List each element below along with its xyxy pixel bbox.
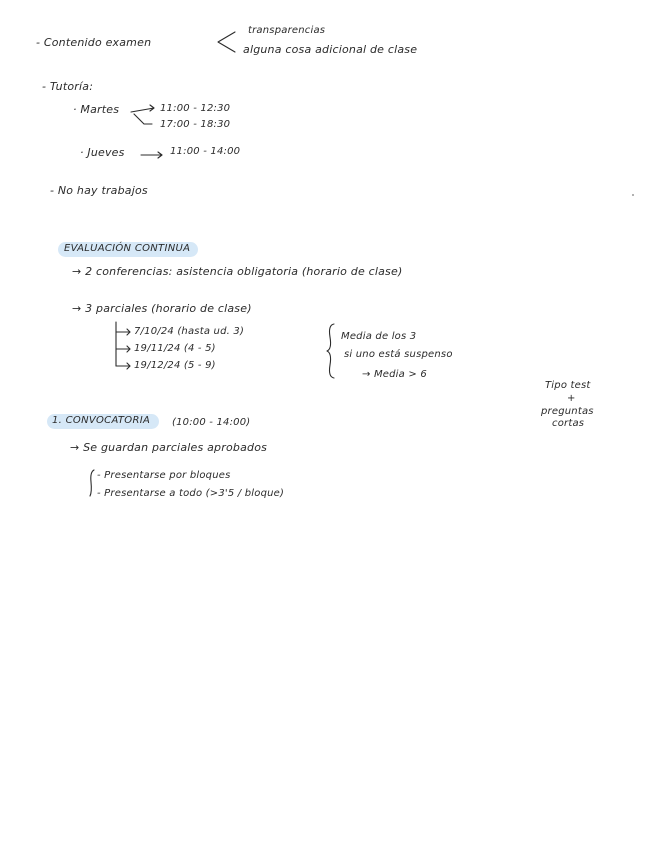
martes-split-arrow-icon xyxy=(130,104,158,130)
convocatoria-heading: 1. CONVOCATORIA xyxy=(52,415,151,426)
no-trabajos: - No hay trabajos xyxy=(50,184,148,197)
martes-slot-1: 11:00 - 12:30 xyxy=(160,103,231,114)
media-line-1: Media de los 3 xyxy=(341,331,417,342)
tutoria-label: - Tutoría: xyxy=(42,80,94,93)
media-brace-icon xyxy=(326,323,338,379)
stray-dot xyxy=(632,194,634,196)
option-todo: - Presentarse a todo (>3'5 / bloque) xyxy=(97,488,285,499)
martes-label: · Martes xyxy=(73,103,120,116)
branch-bracket-icon xyxy=(215,30,239,54)
conferencias-line: → 2 conferencias: asistencia obligatoria (horario de clase) xyxy=(72,265,403,278)
jueves-label: · Jueves xyxy=(80,146,125,159)
contenido-examen-label: - Contenido examen xyxy=(36,36,152,49)
side-note-tipo-test: Tipo test xyxy=(545,380,591,391)
media-line-2: si uno está suspenso xyxy=(344,349,453,360)
branch-transparencias: transparencias xyxy=(248,25,326,36)
parciales-line: → 3 parciales (horario de clase) xyxy=(72,302,252,315)
guardan-line: → Se guardan parciales aprobados xyxy=(70,441,268,454)
parciales-tree-icon xyxy=(112,320,136,372)
convocatoria-time: (10:00 - 14:00) xyxy=(172,417,251,428)
jueves-slot: 11:00 - 14:00 xyxy=(170,146,241,157)
media-line-3: → Media > 6 xyxy=(362,369,427,380)
eval-continua-heading: EVALUACIÓN CONTINUA xyxy=(64,243,191,254)
branch-adicional: alguna cosa adicional de clase xyxy=(243,43,418,56)
parcial-3: 19/12/24 (5 - 9) xyxy=(134,360,216,371)
side-note-plus: + xyxy=(567,393,576,404)
jueves-arrow-icon xyxy=(140,150,166,160)
parcial-2: 19/11/24 (4 - 5) xyxy=(134,343,216,354)
side-note-cortas: cortas xyxy=(552,418,585,429)
parcial-1: 7/10/24 (hasta ud. 3) xyxy=(134,326,245,337)
martes-slot-2: 17:00 - 18:30 xyxy=(160,119,231,130)
side-note-preguntas: preguntas xyxy=(541,406,594,417)
option-bloques: - Presentarse por bloques xyxy=(97,470,231,481)
